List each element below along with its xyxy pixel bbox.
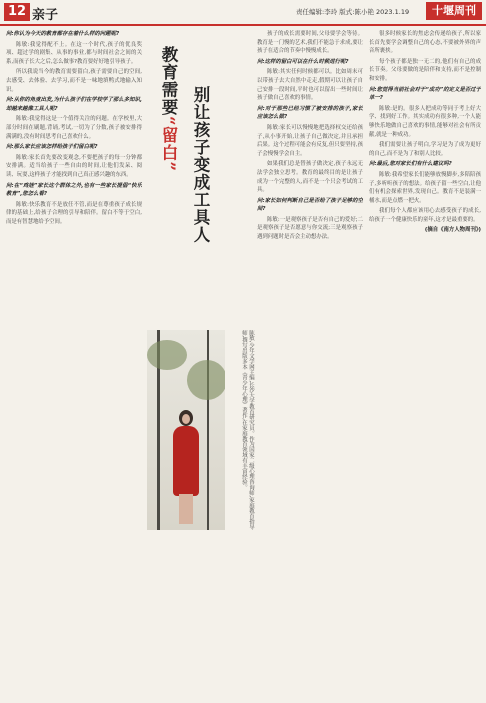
interview-question: 问:对于那些已经习惯了被安排的孩子,家长应该怎么做? [257, 105, 363, 121]
interview-answer: 很多时候家长的焦虑会传递给孩子,所以家长首先要学会调整自己的心态,不要被外界的声音所裹挟。 [369, 31, 481, 55]
interview-answer: 所以我说当今的教育需要留白,孩子需要自己的空间,去感受、去体验、去学习,而不是一味地填鸭式地输入知识。 [6, 69, 142, 93]
page-number: 12 [4, 3, 30, 21]
interview-answer: 每个孩子都是独一无二的,他们有自己的成长节奏。父母要做的是陪伴和支持,而不是控制和安排。 [369, 58, 481, 82]
foliage [147, 340, 187, 370]
interview-answer: 陈敏:其实任何时候都可以。比如周末可以带孩子去大自然中走走,假期可以让孩子自己安排一段时间,平时也可以留出一些时间让孩子做自己喜欢的事情。 [257, 69, 363, 102]
interview-question: 问:家长如何判断自己是否给了孩子足够的空间? [257, 197, 363, 213]
editor-meta: 责任编辑:李玲 版式:陈小艳 2023.1.19 [296, 8, 410, 16]
interview-answer: 陈敏:家长首先要改变观念,不要把孩子的每一分钟都安排满。适当给孩子一些自由的时间,让他们发呆、阅读、玩耍,这样孩子才能找到自己真正感兴趣的东西。 [6, 154, 142, 178]
source-note: (摘自《南方人物周刊》) [424, 227, 481, 234]
interview-question: 问:你认为今天的教育都存在着什么样的问题呢? [6, 31, 120, 37]
photo-caption: 陈敏,少年文学网主编,长沙大学教育研究员。作为国家二级心理咨询师,家庭教育指导师,撰写出版多本《青少年心理》著作,在家庭教育领域有丰富经验。 [241, 330, 254, 530]
article-photo [147, 330, 225, 530]
interview-answer: 陈敏:是的。很多人把成功等同于考上好大学、找到好工作。其实成功有很多种,一个人能够快乐地做自己喜欢的事情,能够对社会有所贡献,就是一种成功。 [369, 105, 481, 138]
interview-answer: 陈敏:我觉得这是一个值得关注的问题。在学校里,大部分时间在刷题,背诵,考试,一切为了分数,孩子被安排得满满的,没有时间思考自己喜欢什么。 [6, 116, 142, 140]
interview-answer: 陈敏:一是观察孩子是否有自己的爱好;二是观察孩子是否愿意与你交流;三是观察孩子遇到问题时是否会主动想办法。 [257, 216, 363, 241]
interview-answer: 我们每个人都应该用心去感受孩子的成长,给孩子一个健康快乐的童年,这才是最重要的。 [369, 208, 481, 223]
article-column-3 [257, 30, 363, 696]
article-title [158, 46, 178, 172]
article-column-1 [6, 30, 142, 696]
interview-answer: 陈敏:我希望家长们能够放慢脚步,多陪陪孩子,多听听孩子的想法。给孩子留一些空白,让他们有机会探索世界,发现自己。教育不是装满一桶水,而是点燃一把火。 [369, 171, 481, 204]
page-header [0, 0, 486, 26]
girl-face [182, 414, 190, 424]
interview-answer: 陈敏:家长可以慢慢地把选择权交还给孩子,从小事开始,让孩子自己做决定,并且承担后果。这个过程可能会有反复,但只要坚持,孩子会慢慢学会自主。 [257, 124, 363, 157]
interview-question: 问:在“鸡娃”家长这个群体之外,也有一些家长提倡“快乐教育”,您怎么看? [6, 182, 142, 198]
foliage [187, 360, 225, 400]
interview-question: 问:从你的角度出发,为什么孩子们在学校学了那么多知识,却越来越像工具人呢? [6, 97, 142, 112]
interview-question: 问:那么家长应该怎样给孩子们留白呢? [6, 144, 98, 151]
article-subtitle: 别让孩子变成工具人 [191, 86, 210, 244]
interview-answer: 陈敏:我觉得配不上。在这一个时代,孩子的优良奖项、超过学的剧集、从事的事业,都与时间社会之间的关系,而孩子长大之后,怎么做事?教育要好好地引导孩子。 [6, 41, 142, 65]
girl-red-dress [173, 426, 199, 496]
title-highlight: “留白” [159, 116, 178, 172]
interview-question: 问:这样的留白可以在什么时候进行呢? [257, 58, 349, 65]
interview-question: 问:您觉得当前社会对于“成功”的定义是否过于单一? [369, 86, 481, 102]
interview-answer: 孩子的成长需要时间,父母要学会等待。教育是一门慢的艺术,我们不能急于求成,要让孩子在适合的节奏中慢慢成长。 [257, 31, 363, 55]
interview-answer: 如果我们总是替孩子做决定,孩子永远无法学会独立思考。教育的最终目的是让孩子成为一个完整的人,而不是一个只会考试的工具。 [257, 161, 363, 194]
publication-brand: 十堰周刊 [426, 2, 482, 20]
section-name: 亲子 [32, 8, 59, 23]
interview-answer: 我们需要让孩子明白,学习是为了成为更好的自己,而不是为了和别人比较。 [369, 142, 481, 157]
title-part-1: 教育需要 [159, 46, 178, 116]
girl-legs [179, 494, 193, 524]
interview-answer: 陈敏:快乐教育不是放任不管,而是在尊重孩子成长规律的基础上,给孩子合理的引导和陪伴。留白不等于空白,而是有智慧地给予空间。 [6, 201, 142, 225]
article-title-block [150, 30, 250, 330]
article-column-4 [369, 30, 481, 696]
interview-question: 问:最后,您对家长们有什么建议吗? [369, 161, 452, 168]
